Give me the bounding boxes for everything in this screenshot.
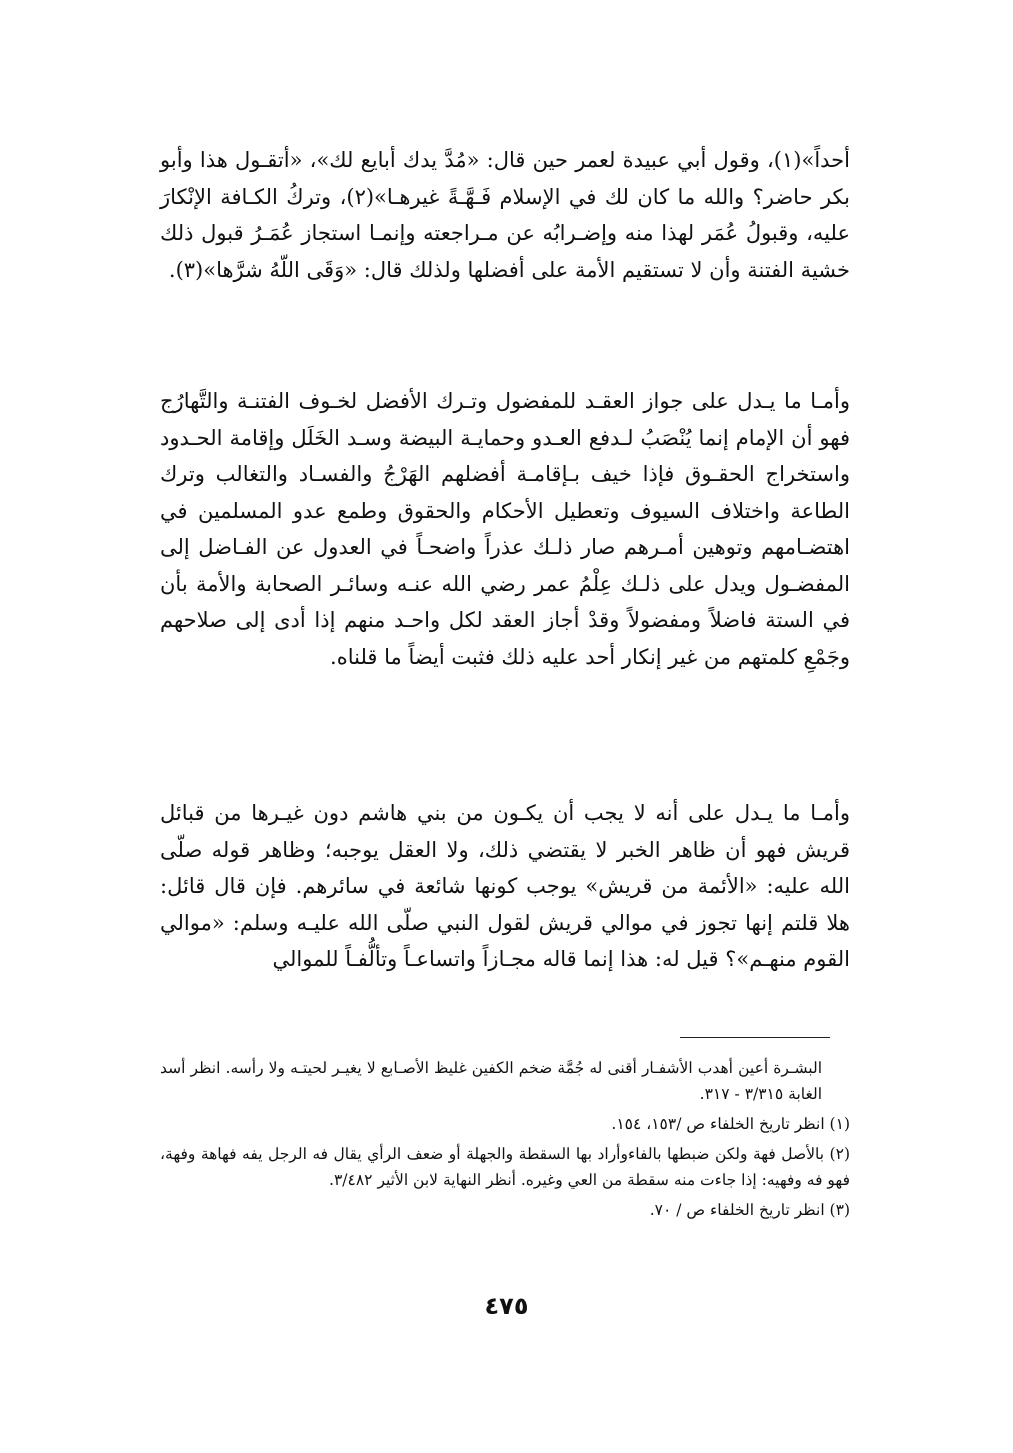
footnote-3: (٣) انظر تاريخ الخلفاء ص / ٧٠. xyxy=(649,1201,850,1219)
footnote-separator xyxy=(680,1037,830,1038)
footnote-continuation: البشـرة أعين أهدب الأشفـار أقنى له جُمَّة ضخم الكفين غليظ الأصـابع لا يغيـر لحيتـه ولا رأسه. انظر أسد الغابة ٣/٣١٥ - ٣١٧. xyxy=(160,1059,822,1103)
paragraph-text: وأمـا ما يـدل على أنه لا يجب أن يكـون من بني هاشم دون غيـرها من قبائل قريش فهو أن ظاهر الخبر لا يقتضي ذلك، ولا العقل يوجبه؛ وظاهر قوله صلّى الله عليه: «الأئمة من قريش» يوجب كونها شائعة في سائرهم. فإن قال قائل: هلا قلتم إنها تجوز في موالي قريش لقول النبي صلّى الله عليـه وسلم: «موالي القوم منهـم»؟ قيل له: هذا إنما قاله مجـازاً واتساعـاً وتألُّفـاً للموالي xyxy=(160,801,850,971)
main-paragraph-2 xyxy=(160,383,850,675)
footnote-2: (٢) بالأصل فهة ولكن ضبطها بالفاءوأراد بها السقطة والجهلة أو ضعف الرأي يقال فه الرجل يفه فهاهة وفهة، فهو فه وفهيه: إذا جاءت منه سقطة من العي وغيره. أنظر النهاية لابن الأثير ٣/٤٨٢. xyxy=(160,1145,850,1189)
page-number: ٤٧٥ xyxy=(484,1292,529,1320)
paragraph-text: أحداً»(١)، وقول أبي عبيدة لعمر حين قال: «مُدَّ يدك أبايع لك»، «أتقـول هذا وأبو بكر حاضر؟ والله ما كان لك في الإسلام فَـهَّـةً غيرهـا»(٢)، وتركُ الكـافة الإنْكارَ عليه، وقبولُ عُمَر لهذا منه وإضـرابُه عن مـراجعته وإنمـا استجاز عُمَـرُ قبول ذلك خشية الفتنة وأن لا تستقيم الأمة على أفضلها ولذلك قال: «وَقَى اللّهُ شرَّها»(٣). xyxy=(160,148,850,282)
paragraph-text: وأمـا ما يـدل على جواز العقـد للمفضول وتـرك الأفضل لخـوف الفتنـة والتَّهارُج فهو أن الإمام إنما يُنْصَبُ لـدفع العـدو وحمايـة البيضة وسـد الخَلَل وإقامة الحـدود واستخراج الحقـوق فإذا خيف بـإقامـة أفضلهم الهَرْجُ والفسـاد والتغالب وترك الطاعة واختلاف السيوف وتعطيل الأحكام والحقوق وطمع عدو المسلمين في اهتضـامهم وتوهين أمـرهم صار ذلـك عذراً واضحـاً في العدول عن الفـاضل إلى المفضـول ويدل على ذلـك عِلْمُ عمر رضي الله عنـه وسائـر الصحابة والأمة بأن في الستة فاضلاً ومفضولاً وقدْ أجاز العقد لكل واحـد منهم إذا أدى إلى صلاحهم وجَمْعِ كلمتهم من غير إنكار أحد عليه ذلك فثبت أيضاً ما قلناه. xyxy=(160,389,850,669)
footnotes-section xyxy=(160,1055,850,1227)
footnote-1: (١) انظر تاريخ الخلفاء ص /١٥٣، ١٥٤. xyxy=(611,1115,850,1133)
main-paragraph-3 xyxy=(160,795,850,978)
main-paragraph-1 xyxy=(160,142,850,288)
